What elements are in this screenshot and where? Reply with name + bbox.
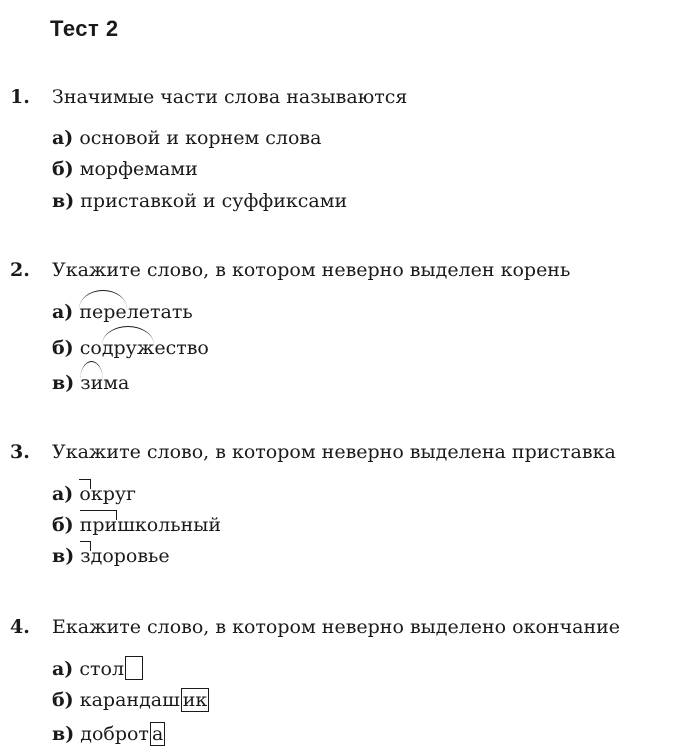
option-a[interactable] [52,656,143,680]
option-letter: б) [52,337,74,359]
word-segment: школьный [117,514,222,536]
prefix-bracket-segment: з [80,545,91,567]
option-c[interactable] [52,372,129,394]
question-text: Значимые части слова называются [52,86,408,108]
option-letter: а) [52,658,74,680]
root-arc-segment: пере [79,301,127,323]
option-word [79,656,143,680]
question-number: 1. [10,86,30,108]
question-text: Укажите слово, в котором неверно выделена приставка [52,441,616,463]
option-letter: а) [52,301,74,323]
option-letter: в) [52,723,75,745]
word-segment: доброт [80,723,149,745]
word-segment: доровье [90,545,170,567]
page-title: Тест 2 [50,16,119,41]
option-word [80,514,221,536]
option-text: основой и корнем слова [79,127,322,149]
word-segment: ма [103,372,130,394]
option-letter: б) [52,158,74,180]
option-word [79,301,192,323]
prefix-bracket-segment: при [79,514,118,536]
option-b[interactable] [52,688,209,712]
option-c[interactable] [52,190,347,212]
ending-box-segment: а [151,723,164,745]
root-arc-segment: друж [101,337,155,359]
word-segment: летать [126,301,193,323]
option-b[interactable] [52,514,221,536]
word-segment: со [79,337,102,359]
word-segment: круг [90,483,136,505]
option-b[interactable] [52,158,198,180]
option-c[interactable] [52,722,165,746]
question-text: Екажите слово, в котором неверно выделено окончание [52,616,621,638]
option-letter: б) [52,689,74,711]
option-a[interactable] [52,483,136,505]
option-a[interactable] [52,301,193,323]
option-word [80,722,165,746]
option-word [79,483,136,505]
ending-box-segment [125,656,143,680]
option-word [80,372,129,394]
word-segment: карандаш [79,689,180,711]
option-c[interactable] [52,545,170,567]
question-number: 2. [10,259,30,281]
option-letter: в) [52,372,75,394]
question-text: Укажите слово, в котором неверно выделен корень [52,259,571,281]
prefix-bracket-segment: о [79,483,91,505]
option-word [80,545,169,567]
root-arc-segment: зи [80,372,104,394]
word-segment: ество [154,337,209,359]
option-text: приставкой и суффиксами [80,190,348,212]
question-number: 4. [10,616,30,638]
ending-box-segment: ик [182,689,208,711]
word-segment: стол [79,658,125,680]
option-letter: в) [52,190,75,212]
option-letter: а) [52,483,74,505]
option-word [80,337,209,359]
option-a[interactable] [52,127,321,149]
option-text: морфемами [79,158,198,180]
option-word [80,688,210,712]
option-letter: б) [52,514,74,536]
question-number: 3. [10,441,30,463]
option-b[interactable] [52,337,209,359]
option-letter: а) [52,127,74,149]
option-letter: в) [52,545,75,567]
